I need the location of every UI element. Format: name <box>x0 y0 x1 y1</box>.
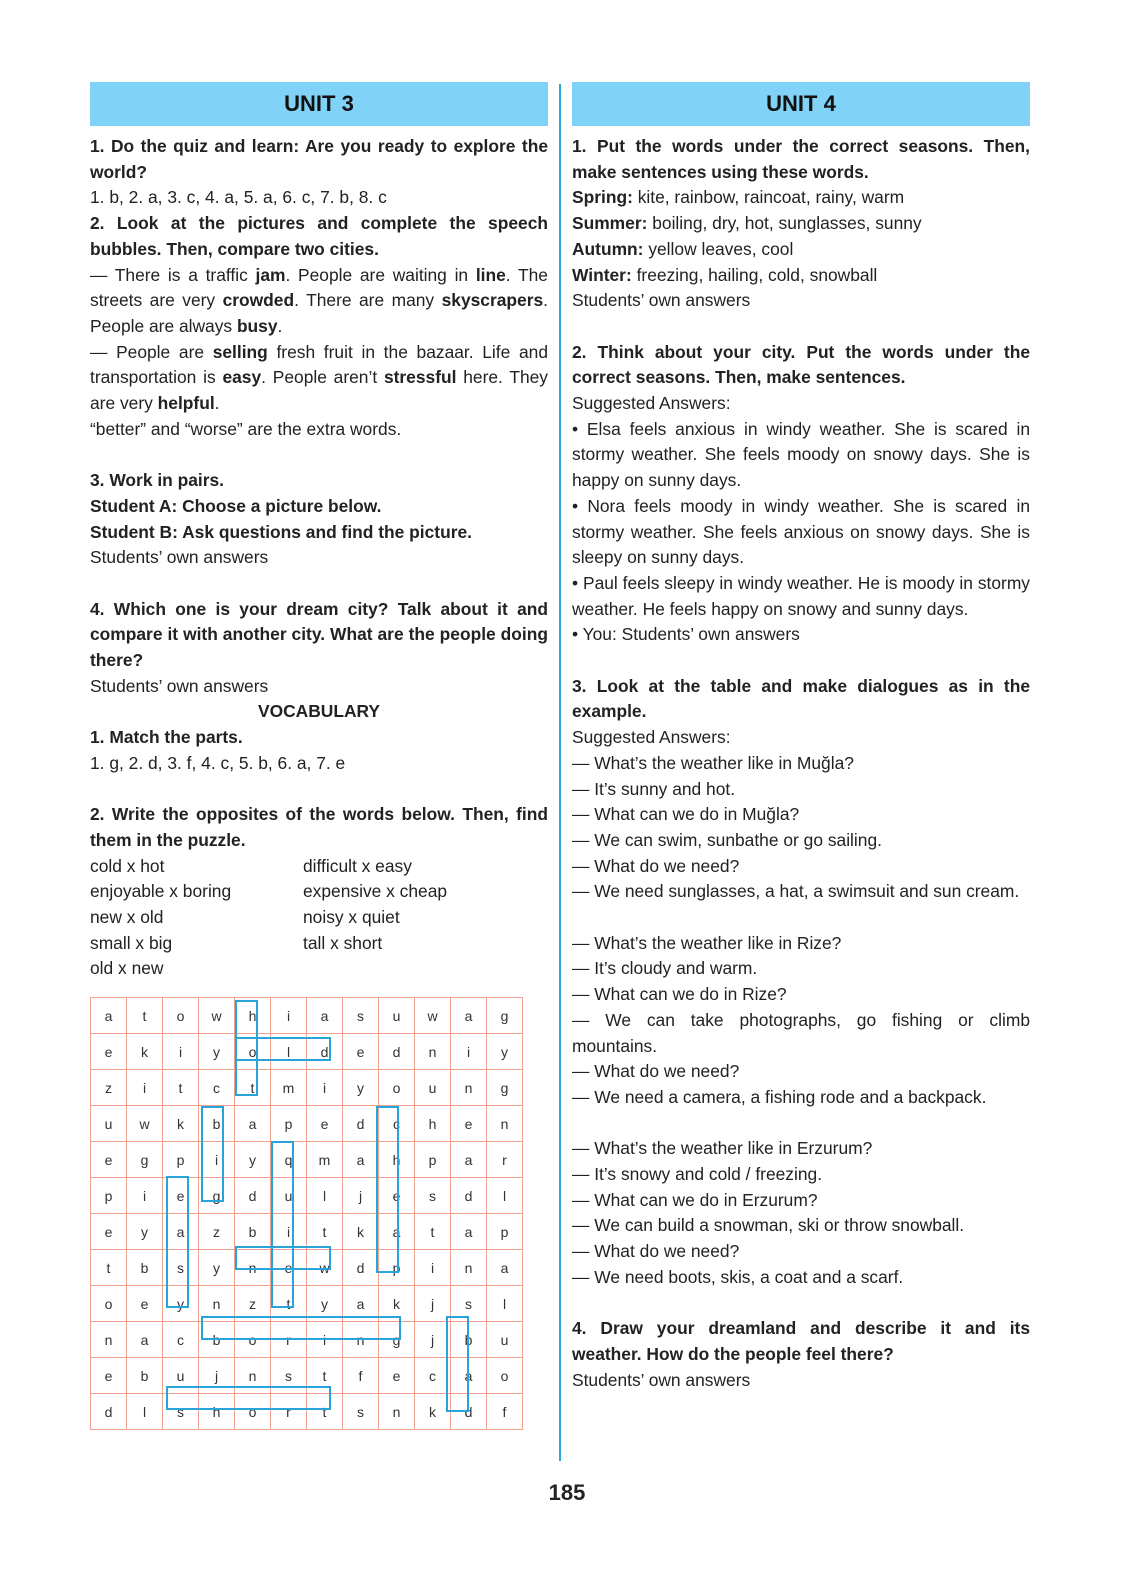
unit3-question-1: 1. Do the quiz and learn: Are you ready to explore the world? <box>90 136 548 182</box>
puzzle-letter: s <box>163 1394 199 1430</box>
puzzle-letter: c <box>163 1322 199 1358</box>
puzzle-letter: p <box>163 1142 199 1178</box>
puzzle-letter: y <box>163 1286 199 1322</box>
puzzle-letter: z <box>91 1070 127 1106</box>
puzzle-letter: n <box>487 1106 523 1142</box>
dialogue-line: — What’s the weather like in Rize? <box>572 932 842 953</box>
puzzle-letter: a <box>343 1286 379 1322</box>
season-label: Autumn: <box>572 238 644 259</box>
unit3-answer-4: Students’ own answers <box>90 675 269 696</box>
puzzle-letter: y <box>199 1250 235 1286</box>
answer-word: selling <box>212 341 268 362</box>
puzzle-row <box>91 1142 523 1178</box>
answer-word: helpful <box>157 393 215 414</box>
speech-bubble-answer-2 <box>90 340 548 417</box>
puzzle-letter: b <box>451 1322 487 1358</box>
puzzle-letter: b <box>127 1250 163 1286</box>
puzzle-letter: j <box>343 1178 379 1214</box>
puzzle-letter: t <box>91 1250 127 1286</box>
text: . People aren’t <box>261 367 384 388</box>
puzzle-letter: i <box>199 1142 235 1178</box>
puzzle-letter: q <box>271 1142 307 1178</box>
unit4-answer-1: Students’ own answers <box>572 290 751 311</box>
puzzle-letter: a <box>235 1106 271 1142</box>
puzzle-letter: u <box>163 1358 199 1394</box>
season-summer <box>572 211 1030 237</box>
puzzle-letter: g <box>487 998 523 1034</box>
puzzle-letter: a <box>451 1142 487 1178</box>
puzzle-letter: e <box>379 1178 415 1214</box>
unit4-answer-4: Students’ own answers <box>572 1369 751 1390</box>
season-autumn <box>572 237 1030 263</box>
puzzle-letter: o <box>379 1070 415 1106</box>
puzzle-letter: m <box>271 1070 307 1106</box>
opposite-pair: old x new <box>90 958 164 979</box>
puzzle-letter: l <box>307 1178 343 1214</box>
puzzle-letter: j <box>199 1358 235 1394</box>
text: . <box>214 393 220 414</box>
season-label: Spring: <box>572 187 633 208</box>
answer-elsa: • Elsa feels anxious in windy weather. She is scared in stormy weather. She feels moody on snowy days. She is happy on sunny days. <box>572 418 1030 491</box>
puzzle-letter: r <box>271 1322 307 1358</box>
puzzle-letter: o <box>163 998 199 1034</box>
puzzle-letter: t <box>127 998 163 1034</box>
puzzle-letter: i <box>163 1034 199 1070</box>
puzzle-letter: s <box>343 1394 379 1430</box>
answer-word: busy <box>236 315 278 336</box>
puzzle-letter: u <box>487 1322 523 1358</box>
text: . People are always <box>90 290 548 336</box>
dialogue-line: — We can take photographs, go fishing or climb mountains. <box>572 1009 1030 1056</box>
unit3-title: UNIT 3 <box>90 82 548 126</box>
puzzle-letter: d <box>451 1178 487 1214</box>
puzzle-letter: e <box>271 1250 307 1286</box>
puzzle-letter: t <box>415 1214 451 1250</box>
puzzle-letter: u <box>91 1106 127 1142</box>
dialogue-line: — What do we need? <box>572 1241 740 1262</box>
opposite-pair: cold x hot <box>90 855 165 876</box>
puzzle-letter: d <box>379 1034 415 1070</box>
puzzle-letter: g <box>199 1178 235 1214</box>
puzzle-letter: k <box>127 1034 163 1070</box>
unit3-column <box>90 82 548 982</box>
puzzle-letter: a <box>343 1142 379 1178</box>
puzzle-letter: y <box>487 1034 523 1070</box>
answer-nora: • Nora feels moody in windy weather. She is scared in stormy weather. She feels anxious on snowy days. She is sleepy on sunny days. <box>572 495 1030 568</box>
puzzle-letter: n <box>235 1250 271 1286</box>
puzzle-letter: y <box>199 1034 235 1070</box>
text: . There are many <box>294 290 442 311</box>
puzzle-letter: f <box>343 1358 379 1394</box>
word-box-quiet <box>271 1141 294 1308</box>
puzzle-letter: a <box>127 1322 163 1358</box>
puzzle-letter: d <box>91 1394 127 1430</box>
puzzle-letter: d <box>235 1178 271 1214</box>
puzzle-letter: o <box>235 1394 271 1430</box>
unit3-question-4: 4. Which one is your dream city? Talk about it and compare it with another city. What are the people doing there? <box>90 598 548 671</box>
season-words: yellow leaves, cool <box>643 238 794 259</box>
puzzle-letter: k <box>163 1106 199 1142</box>
opposite-pair: new x old <box>90 907 164 928</box>
answer-you: • You: Students’ own answers <box>572 624 800 645</box>
answer-word: easy <box>222 367 262 388</box>
puzzle-letter: t <box>271 1286 307 1322</box>
vocabulary-answer-1: 1. g, 2. d, 3. f, 4. c, 5. b, 6. a, 7. e <box>90 752 346 773</box>
puzzle-letter: i <box>451 1034 487 1070</box>
puzzle-letter: y <box>127 1214 163 1250</box>
dialogue-line: — It’s snowy and cold / freezing. <box>572 1164 823 1185</box>
season-words: freezing, hailing, cold, snowball <box>631 264 878 285</box>
unit3-question-2: 2. Look at the pictures and complete the speech bubbles. Then, compare two cities. <box>90 213 548 259</box>
dialogue-line: — We can swim, sunbathe or go sailing. <box>572 829 882 850</box>
puzzle-letter: t <box>307 1214 343 1250</box>
puzzle-letter: t <box>235 1070 271 1106</box>
puzzle-row <box>91 998 523 1034</box>
text: fresh fruit in the bazaar. Life and transportation is <box>90 341 548 388</box>
text: — People are <box>90 341 213 362</box>
opposites-list <box>90 854 548 983</box>
puzzle-letter: o <box>91 1286 127 1322</box>
suggested-answers-label: Suggested Answers: <box>572 727 731 748</box>
puzzle-letter: s <box>415 1178 451 1214</box>
puzzle-letter: b <box>199 1322 235 1358</box>
puzzle-letter: j <box>415 1322 451 1358</box>
puzzle-row <box>91 1070 523 1106</box>
puzzle-letter: l <box>127 1394 163 1430</box>
puzzle-letter: j <box>415 1286 451 1322</box>
puzzle-letter: p <box>379 1250 415 1286</box>
puzzle-letter: b <box>235 1214 271 1250</box>
speech-bubble-answer-1 <box>90 263 548 340</box>
dialogue-line: — We need boots, skis, a coat and a scarf. <box>572 1266 904 1287</box>
puzzle-letter: w <box>199 998 235 1034</box>
puzzle-letter: u <box>379 998 415 1034</box>
unit4-question-3: 3. Look at the table and make dialogues as in the example. <box>572 675 1030 722</box>
puzzle-letter: o <box>235 1034 271 1070</box>
season-words: kite, rainbow, raincoat, rainy, warm <box>632 187 905 208</box>
dialogue-line: — What can we do in Muğla? <box>572 804 800 825</box>
unit3-answer-1: 1. b, 2. a, 3. c, 4. a, 5. a, 6. c, 7. b, 8. c <box>90 187 387 208</box>
answer-word: crowded <box>222 290 295 311</box>
puzzle-letter: a <box>307 998 343 1034</box>
season-words: boiling, dry, hot, sunglasses, sunny <box>647 213 922 234</box>
season-label: Summer: <box>572 213 648 234</box>
puzzle-letter: p <box>271 1106 307 1142</box>
puzzle-letter: g <box>487 1070 523 1106</box>
puzzle-letter: f <box>487 1394 523 1430</box>
puzzle-letter: p <box>91 1178 127 1214</box>
puzzle-letter: a <box>451 998 487 1034</box>
puzzle-letter: z <box>235 1286 271 1322</box>
puzzle-letter: a <box>379 1214 415 1250</box>
suggested-answers-label: Suggested Answers: <box>572 393 731 414</box>
puzzle-letter: h <box>235 998 271 1034</box>
puzzle-letter: e <box>379 1358 415 1394</box>
vocabulary-question-2: 2. Write the opposites of the words below. Then, find them in the puzzle. <box>90 804 548 850</box>
opposite-pair: expensive x cheap <box>303 881 448 902</box>
dialogue-line: — We can build a snowman, ski or throw snowball. <box>572 1215 965 1236</box>
puzzle-letter: c <box>379 1106 415 1142</box>
vocabulary-question-1: 1. Match the parts. <box>90 727 243 748</box>
puzzle-letter: i <box>307 1322 343 1358</box>
puzzle-letter: k <box>415 1394 451 1430</box>
puzzle-letter: n <box>451 1250 487 1286</box>
dialogue-line: — What’s the weather like in Erzurum? <box>572 1138 873 1159</box>
answer-word: jam <box>255 264 286 285</box>
puzzle-letter: d <box>307 1034 343 1070</box>
unit3-question-3: 3. Work in pairs. <box>90 470 225 491</box>
vocabulary-heading: VOCABULARY <box>257 701 381 722</box>
puzzle-letter: u <box>271 1178 307 1214</box>
puzzle-letter: a <box>487 1250 523 1286</box>
puzzle-letter: w <box>307 1250 343 1286</box>
dialogue-line: — We need a camera, a fishing rode and a backpack. <box>572 1086 987 1107</box>
puzzle-letter: y <box>307 1286 343 1322</box>
puzzle-letter: t <box>163 1070 199 1106</box>
puzzle-letter: n <box>379 1394 415 1430</box>
puzzle-letter: d <box>343 1250 379 1286</box>
puzzle-letter: t <box>307 1358 343 1394</box>
puzzle-letter: s <box>451 1286 487 1322</box>
unit4-question-2: 2. Think about your city. Put the words under the correct seasons. Then, make sentences. <box>572 341 1030 388</box>
puzzle-letter: e <box>91 1142 127 1178</box>
puzzle-letter: p <box>415 1142 451 1178</box>
puzzle-letter: r <box>487 1142 523 1178</box>
season-label: Winter: <box>572 264 632 285</box>
puzzle-letter: d <box>451 1394 487 1430</box>
puzzle-letter: h <box>199 1394 235 1430</box>
unit3-answer-3: Students’ own answers <box>90 547 269 568</box>
puzzle-letter: e <box>343 1034 379 1070</box>
puzzle-letter: e <box>91 1034 127 1070</box>
word-box-cheap <box>376 1106 399 1273</box>
puzzle-letter: w <box>127 1106 163 1142</box>
puzzle-letter: p <box>487 1214 523 1250</box>
word-box-old-horizontal <box>235 1037 331 1061</box>
puzzle-letter: c <box>199 1070 235 1106</box>
extra-words-note: “better” and “worse” are the extra words. <box>90 418 402 439</box>
dialogue-line: — What’s the weather like in Muğla? <box>572 752 854 773</box>
puzzle-letter: n <box>91 1322 127 1358</box>
puzzle-letter: e <box>451 1106 487 1142</box>
puzzle-letter: h <box>415 1106 451 1142</box>
text: . <box>277 315 283 336</box>
puzzle-letter: b <box>199 1106 235 1142</box>
puzzle-row <box>91 1106 523 1142</box>
puzzle-letter: i <box>307 1070 343 1106</box>
puzzle-letter: i <box>127 1178 163 1214</box>
puzzle-letter: k <box>379 1286 415 1322</box>
puzzle-row <box>91 1178 523 1214</box>
puzzle-letter: e <box>127 1286 163 1322</box>
puzzle-letter: z <box>199 1214 235 1250</box>
puzzle-letter: g <box>127 1142 163 1178</box>
puzzle-letter: l <box>487 1286 523 1322</box>
puzzle-letter: y <box>235 1142 271 1178</box>
dialogue-line: — What can we do in Erzurum? <box>572 1189 818 1210</box>
answer-word: stressful <box>383 367 457 388</box>
unit4-column <box>572 82 1030 1393</box>
opposite-pair: difficult x easy <box>303 855 412 876</box>
season-spring <box>572 185 1030 211</box>
puzzle-letter: n <box>199 1286 235 1322</box>
puzzle-letter: n <box>451 1070 487 1106</box>
puzzle-letter: e <box>91 1214 127 1250</box>
word-box-short <box>166 1386 331 1410</box>
puzzle-letter: l <box>271 1034 307 1070</box>
puzzle-letter: a <box>91 998 127 1034</box>
dialogue-line: — What can we do in Rize? <box>572 984 787 1005</box>
opposite-pair: enjoyable x boring <box>90 881 232 902</box>
puzzle-letter: i <box>271 998 307 1034</box>
puzzle-letter: n <box>235 1358 271 1394</box>
puzzle-letter: y <box>343 1070 379 1106</box>
unit4-question-1: 1. Put the words under the correct seasons. Then, make sentences using these words. <box>572 136 1030 182</box>
puzzle-letter: s <box>163 1250 199 1286</box>
unit3-question-3-student-b: Student B: Ask questions and find the picture. <box>90 521 472 542</box>
puzzle-letter: o <box>235 1322 271 1358</box>
season-winter <box>572 263 1030 289</box>
puzzle-letter: l <box>487 1178 523 1214</box>
puzzle-letter: s <box>271 1358 307 1394</box>
puzzle-letter: n <box>415 1034 451 1070</box>
puzzle-letter: i <box>271 1214 307 1250</box>
puzzle-letter: a <box>451 1214 487 1250</box>
answer-word: skyscrapers <box>441 290 544 311</box>
puzzle-row <box>91 1214 523 1250</box>
dialogue-line: — It’s cloudy and warm. <box>572 958 758 979</box>
word-box-new <box>235 1246 331 1270</box>
column-divider <box>559 84 561 1461</box>
answer-word: line <box>475 264 506 285</box>
puzzle-letter: k <box>343 1214 379 1250</box>
dialogue-line: — It’s sunny and hot. <box>572 778 736 799</box>
puzzle-letter: e <box>163 1178 199 1214</box>
unit4-question-4: 4. Draw your dreamland and describe it and its weather. How do the people feel there? <box>572 1318 1030 1364</box>
dialogue-line: — What do we need? <box>572 1061 740 1082</box>
puzzle-letter: a <box>451 1358 487 1394</box>
text: . The streets are very <box>90 264 548 311</box>
puzzle-letter: i <box>127 1070 163 1106</box>
puzzle-letter: r <box>271 1394 307 1430</box>
puzzle-letter: w <box>415 998 451 1034</box>
puzzle-letter: o <box>487 1358 523 1394</box>
text: here. They are very <box>90 367 548 414</box>
opposite-pair: tall x short <box>303 932 383 953</box>
puzzle-letter: d <box>343 1106 379 1142</box>
puzzle-letter: s <box>343 998 379 1034</box>
puzzle-letter: h <box>379 1142 415 1178</box>
text: . People are waiting in <box>285 264 476 285</box>
answer-paul: • Paul feels sleepy in windy weather. He is moody in stormy weather. He feels happy on snowy and sunny days. <box>572 572 1030 619</box>
word-box-boring <box>201 1316 401 1340</box>
page-number: 185 <box>548 1480 586 1505</box>
puzzle-letter: u <box>415 1070 451 1106</box>
text: — There is a traffic <box>90 264 256 285</box>
unit3-question-3-student-a: Student A: Choose a picture below. <box>90 495 382 516</box>
puzzle-letter: i <box>415 1250 451 1286</box>
puzzle-letter: g <box>379 1322 415 1358</box>
dialogue-line: — We need sunglasses, a hat, a swimsuit and sun cream. <box>572 881 1020 902</box>
puzzle-letter: e <box>307 1106 343 1142</box>
puzzle-letter: t <box>307 1394 343 1430</box>
puzzle-letter: e <box>91 1358 127 1394</box>
unit4-title: UNIT 4 <box>572 82 1030 126</box>
puzzle-letter: n <box>343 1322 379 1358</box>
word-box-big <box>201 1106 224 1202</box>
puzzle-letter: b <box>127 1358 163 1394</box>
word-box-easy <box>166 1176 189 1308</box>
dialogue-line: — What do we need? <box>572 855 740 876</box>
opposite-pair: noisy x quiet <box>303 907 400 928</box>
opposite-pair: small x big <box>90 932 173 953</box>
puzzle-letter: m <box>307 1142 343 1178</box>
puzzle-letter: a <box>163 1214 199 1250</box>
puzzle-letter: c <box>415 1358 451 1394</box>
word-box-bad <box>446 1316 469 1412</box>
